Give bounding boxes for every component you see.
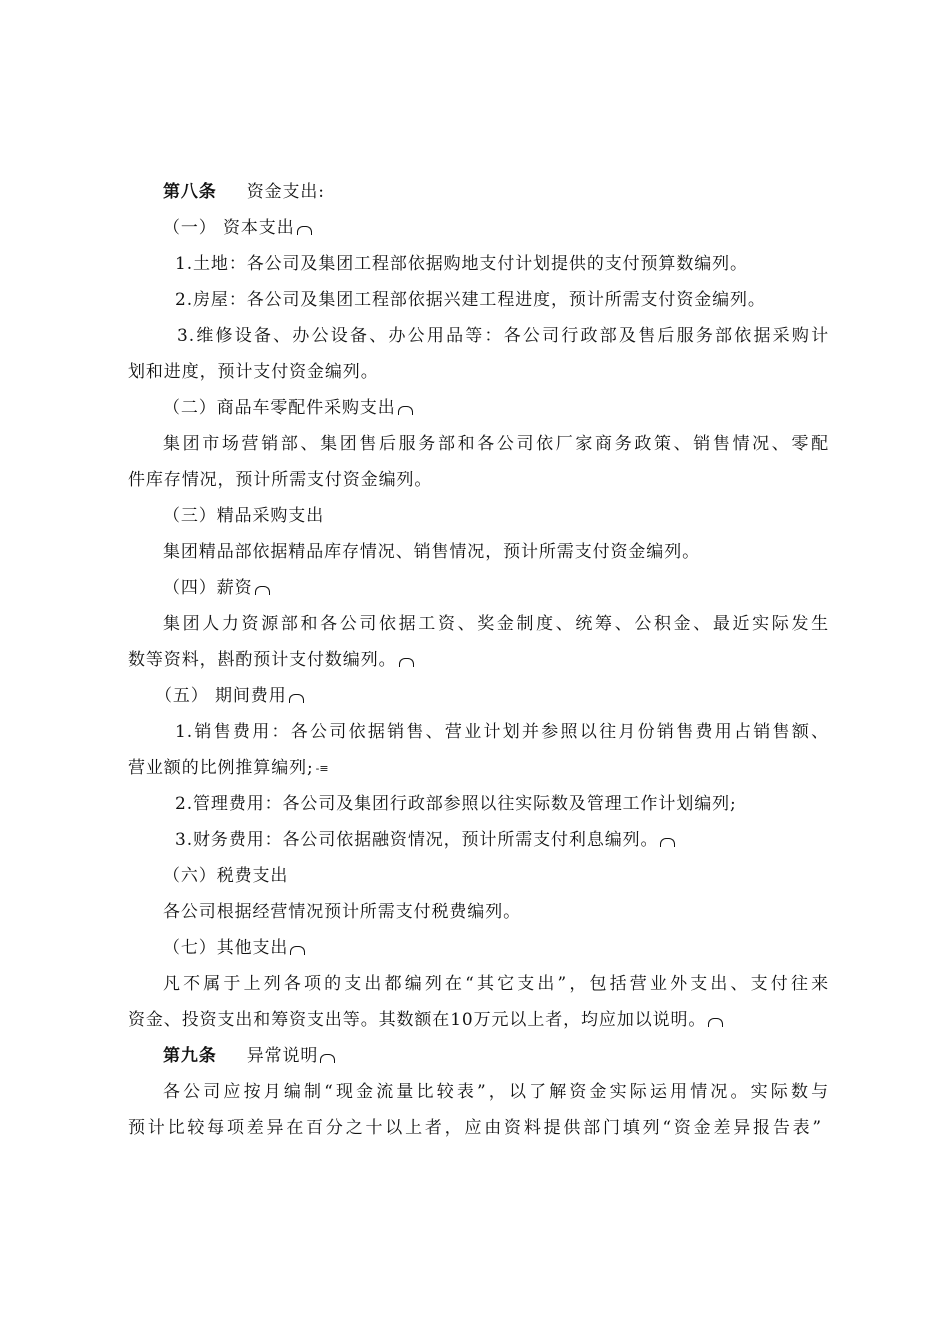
- section-4-heading: （四）薪资: [163, 576, 270, 600]
- article-9-body-line-2: 预计比较每项差异在百分之十以上者，应由资料提供部门填列“资金差异报告表”: [128, 1118, 822, 1138]
- section-1-item-1: 1.土地：各公司及集团工程部依据购地支付计划提供的支付预算数编列。: [175, 254, 748, 274]
- section-2-heading: （二）商品车零配件采购支出: [163, 396, 413, 420]
- section-6-heading: （六）税费支出: [163, 866, 289, 886]
- section-1-item-3-line-2: 划和进度，预计支付资金编列。: [128, 362, 379, 382]
- section-7-body-line-1: 凡不属于上列各项的支出都编列在“其它支出”，包括营业外支出、支付往来: [163, 974, 829, 994]
- section-4-body-line-1: 集团人力资源部和各公司依据工资、奖金制度、统筹、公积金、最近实际发生: [163, 614, 829, 634]
- section-5-item-2: 2.管理费用：各公司及集团行政部参照以往实际数及管理工作计划编列;: [175, 794, 737, 814]
- section-5-item-1-line-2: 营业额的比例推算编列; -≡: [128, 758, 329, 778]
- section-6-body: 各公司根据经营情况预计所需支付税费编列。: [163, 902, 521, 922]
- paragraph-mark-icon: [320, 1054, 335, 1063]
- article-8-title: 资金支出:: [246, 182, 325, 202]
- article-9-body-line-1: 各公司应按月编制“现金流量比较表”，以了解资金实际运用情况。实际数与: [163, 1082, 829, 1102]
- section-5-heading: （五） 期间费用: [155, 684, 304, 708]
- section-2-body-line-2: 件库存情况，预计所需支付资金编列。: [128, 470, 433, 490]
- paragraph-mark-icon: [255, 586, 270, 595]
- section-4-body-line-2: 数等资料，斟酌预计支付数编列。: [128, 648, 414, 672]
- section-1-item-3-line-1: 3.维修设备、办公设备、办公用品等：各公司行政部及售后服务部依据采购计: [177, 326, 829, 346]
- section-5-item-1-line-1: 1.销售费用：各公司依据销售、营业计划并参照以往月份销售费用占销售额、: [175, 722, 829, 742]
- section-2-body-line-1: 集团市场营销部、集团售后服务部和各公司依厂家商务政策、销售情况、零配: [163, 434, 829, 454]
- section-3-body: 集团精品部依据精品库存情况、销售情况，预计所需支付资金编列。: [163, 542, 700, 562]
- article-9-title: 异常说明: [246, 1046, 319, 1066]
- paragraph-mark-icon: [297, 226, 312, 235]
- paragraph-mark-icon: [398, 406, 413, 415]
- article-9-label: 第九条: [163, 1046, 217, 1066]
- paragraph-mark-icon: [289, 694, 304, 703]
- section-1-heading: （一） 资本支出: [163, 216, 312, 240]
- section-1-item-2: 2.房屋：各公司及集团工程部依据兴建工程进度，预计所需支付资金编列。: [175, 290, 766, 310]
- paragraph-mark-icon: [708, 1018, 723, 1027]
- section-7-body-line-2: 资金、投资支出和筹资支出等。其数额在10万元以上者，均应加以说明。: [128, 1008, 723, 1032]
- section-5-item-3: 3.财务费用：各公司依据融资情况，预计所需支付利息编列。: [175, 828, 675, 852]
- paragraph-mark-eq-icon: -≡: [315, 762, 329, 775]
- article-8-heading-line: [163, 180, 325, 204]
- paragraph-mark-icon: [290, 946, 305, 955]
- section-3-heading: （三）精品采购支出: [163, 506, 325, 526]
- article-8-label: 第八条: [163, 182, 217, 202]
- section-7-heading: （七）其他支出: [163, 936, 305, 960]
- paragraph-mark-icon: [399, 658, 414, 667]
- article-9-heading-line: [163, 1044, 335, 1068]
- paragraph-mark-icon: [660, 838, 675, 847]
